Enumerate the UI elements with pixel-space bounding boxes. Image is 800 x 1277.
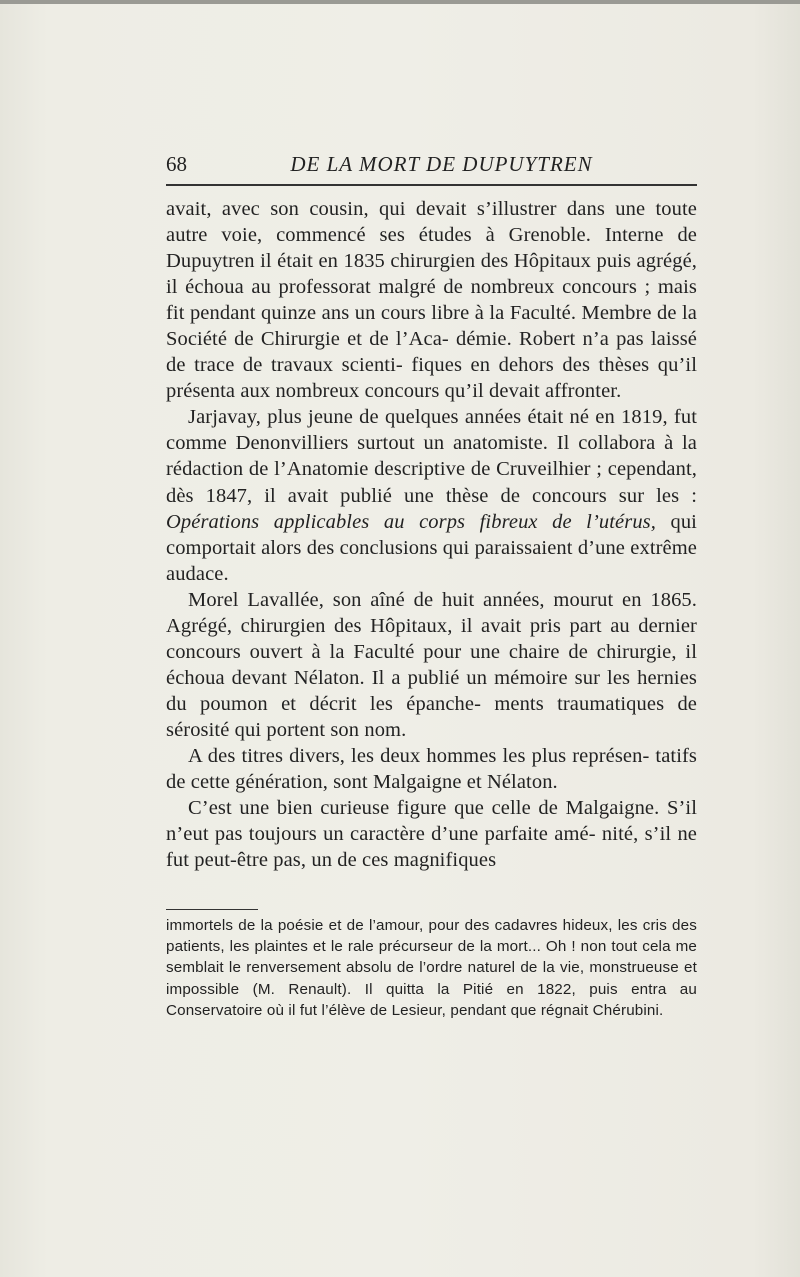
paragraph-jarjavay-text-start: Jarjavay, plus jeune de quelques années était né en 1819, fut comme Denonvilliers surtout un anatomiste. Il collabora à la rédaction de l’Anatomie descriptive de Cruveilhier ; cependant, dès 1847, il avait publié une thèse de concours sur les : [166, 406, 697, 507]
page-top-edge [0, 0, 800, 4]
paragraph-jarjavay-text-end: qui comportait alors des conclusions qui paraissaient d’une extrême audace. [166, 510, 697, 585]
page-number: 68 [166, 152, 187, 176]
thesis-title: Opérations applicables au corps fibreux de l’utérus, [166, 510, 656, 533]
page-header [166, 150, 697, 186]
footnote: immortels de la poésie et de l’amour, pour des cadavres hideux, les cris des patients, les plaintes et le rale précurseur de la mort... Oh ! non tout cela me semblait le renversement absolu de l’ordre naturel de la vie, monstrueuse et impossible (M. Renault). Il quitta la Pitié en 1822, puis entra au Conservatoire où il fut l’élève de Lesieur, pendant que régnait Chérubini. [166, 917, 697, 1019]
footnote-rule [166, 909, 258, 910]
paragraph-robert: avait, avec son cousin, qui devait s’illustrer dans une toute autre voie, commencé ses études à Grenoble. Interne de Dupuytren il était en 1835 chirurgien des Hôpitaux puis agrégé, il échoua au professorat malgré de nombreux concours ; mais fit pendant quinze ans un cours libre à la Faculté. Membre de la Société de Chirurgie et de l’Aca- démie. Robert n’a pas laissé de trace de travaux scienti- fiques en dehors des thèses qu’il présenta aux nombreux concours qu’il devait affronter. [166, 198, 697, 403]
paragraph-morel-lavallee: Morel Lavallée, son aîné de huit années, mourut en 1865. Agrégé, chirurgien des Hôpitaux, il avait pris part au dernier concours ouvert à la Faculté pour une chaire de chirurgie, il échoua devant Nélaton. Il a publié un mémoire sur les hernies du poumon et décrit les épanche- ments traumatiques de sérosité qui portent son nom. [166, 588, 697, 741]
running-head: DE LA MORT DE DUPUYTREN [290, 152, 593, 176]
paragraph-malgaigne: C’est une bien curieuse figure que celle de Malgaigne. S’il n’eut pas toujours un caractère d’une parfaite amé- nité, s’il ne fut peut-être pas, un de ces magnifiques [166, 797, 697, 872]
paragraph-generation: A des titres divers, les deux hommes les plus représen- tatifs de cette génération, sont Malgaigne et Nélaton. [166, 744, 697, 794]
body-text [166, 196, 697, 873]
paragraph-jarjavay [166, 404, 697, 586]
